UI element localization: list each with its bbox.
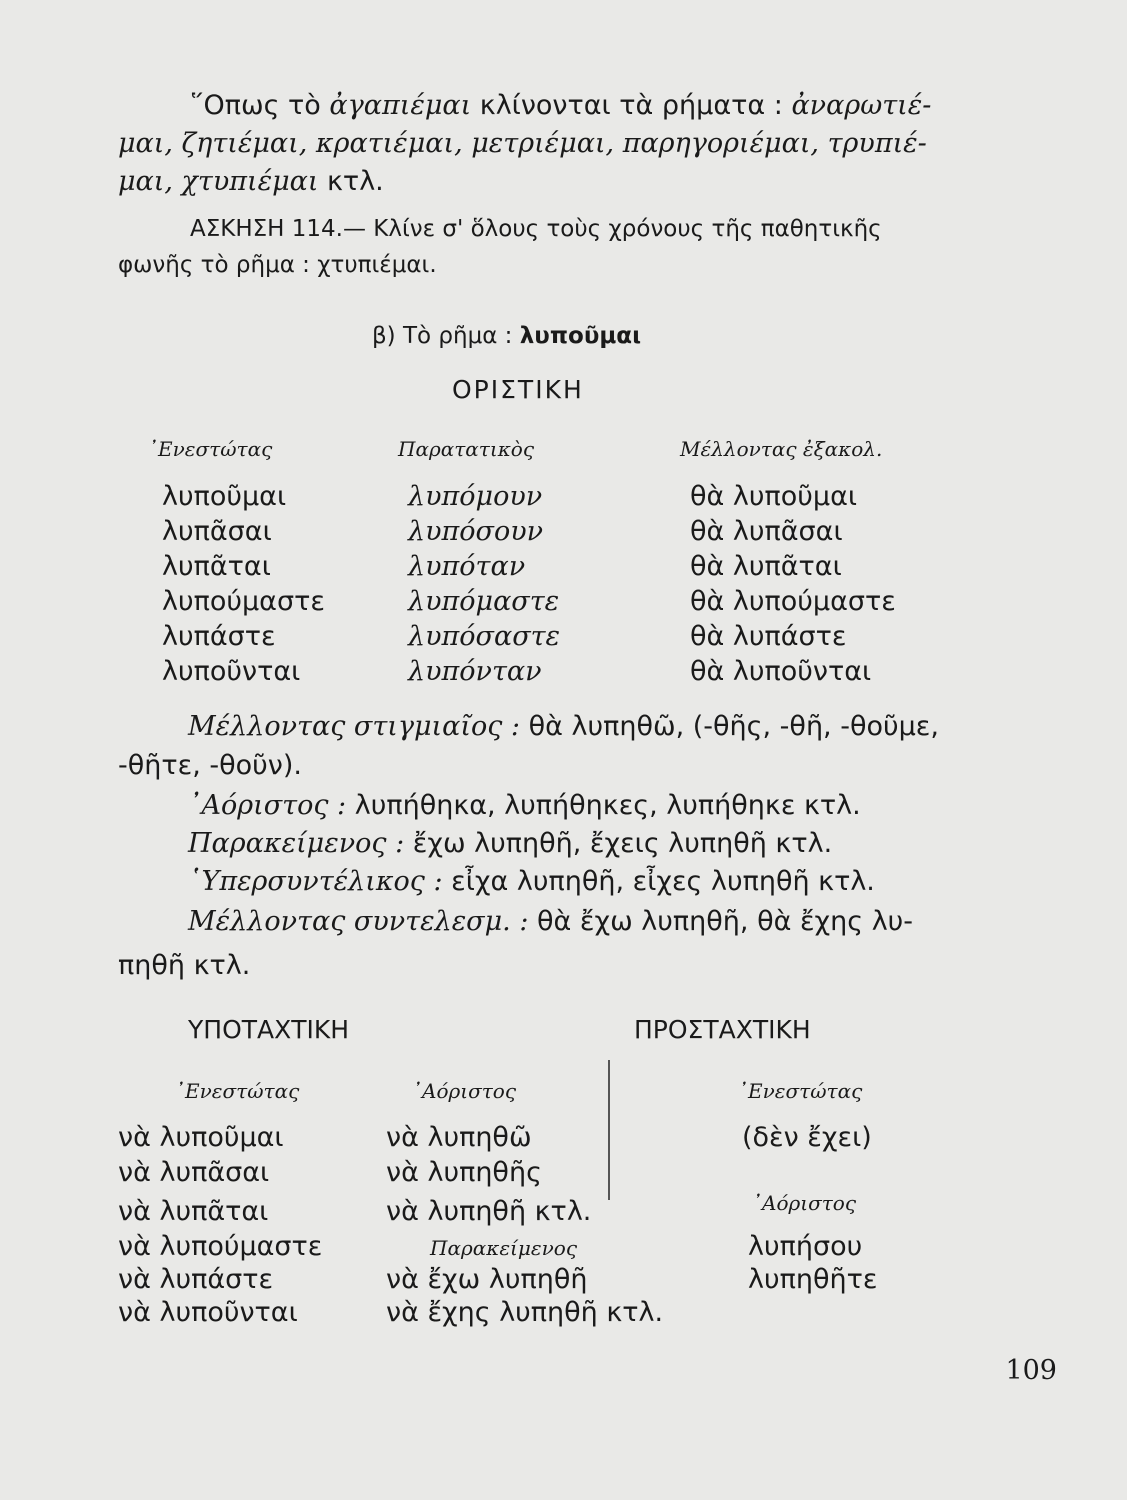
indicative-future-form: θὰ λυπᾶσαι (690, 516, 843, 547)
indicative-imperfect-form: λυπόνταν (408, 656, 542, 687)
imperative-aorist-form: λυπηθῆτε (748, 1264, 878, 1295)
subjunctive-perfect-form: νὰ ἔχω λυπηθῆ (386, 1264, 588, 1295)
subjunctive-header-present: ᾿Ενεστώτας (175, 1079, 300, 1103)
intro-text: κλίνονται τὰ ρήματα : (471, 90, 792, 121)
indicative-header-future: Μέλλοντας ἐξακολ. (680, 437, 883, 461)
imperative-header-aorist: ᾿Αόριστος (752, 1191, 857, 1215)
intro-verb-list: μαι, χτυπιέμαι (118, 166, 319, 197)
exercise-line-2: φωνῆς τὸ ρῆμα : χτυπιέμαι. (118, 252, 437, 278)
indicative-imperfect-form: λυπόσαστε (408, 621, 561, 652)
indicative-imperfect-form: λυπόμουν (408, 481, 543, 512)
aorist-future-line (188, 711, 939, 743)
tense-forms: θὰ λυπηθῶ, (-θῆς, -θῆ, -θοῦμε, (520, 711, 939, 742)
subjunctive-aorist-form: νὰ λυπηθῆς (386, 1157, 542, 1188)
subjunctive-perfect-form: νὰ ἔχης λυπηθῆ κτλ. (386, 1297, 664, 1328)
subjunctive-present-form: νὰ λυπούμαστε (118, 1231, 323, 1262)
indicative-header-present: ᾿Ενεστώτας (148, 437, 273, 461)
intro-line-3 (118, 166, 384, 198)
aorist-future-line-2: -θῆτε, -θοῦν). (118, 750, 302, 781)
indicative-future-form: θὰ λυπούμαστε (690, 586, 896, 617)
tense-forms: ἔχω λυπηθῆ, ἔχεις λυπηθῆ κτλ. (404, 828, 833, 859)
indicative-future-form: θὰ λυπᾶται (690, 551, 842, 582)
intro-verb-list: ἀναρωτιέ- (791, 90, 932, 121)
imperative-header-present: ᾿Ενεστώτας (738, 1079, 863, 1103)
indicative-present-form: λυπάστε (162, 621, 276, 652)
indicative-present-form: λυπᾶσαι (162, 516, 272, 547)
tense-label: Μέλλοντας στιγμιαῖος : (188, 711, 521, 742)
intro-text: κτλ. (318, 166, 384, 197)
section-verb: λυποῦμαι (519, 323, 642, 349)
tense-label: Μέλλοντας συντελεσμ. : (188, 906, 529, 937)
subjunctive-title: ΥΠΟΤΑΧΤΙΚΗ (188, 1015, 350, 1044)
subjunctive-aorist-form: νὰ λυπηθῶ (386, 1122, 532, 1153)
perfect-line (188, 828, 832, 860)
column-divider (608, 1060, 610, 1200)
imperative-title: ΠΡΟΣΤΑΧΤΙΚΗ (634, 1015, 811, 1044)
future-perfect-line-2: πηθῆ κτλ. (118, 950, 251, 981)
indicative-header-imperfect: Παρατατικὸς (398, 437, 535, 461)
indicative-imperfect-form: λυπόσουν (408, 516, 544, 547)
indicative-present-form: λυπούμαστε (162, 586, 325, 617)
subjunctive-aorist-form: νὰ λυπηθῆ κτλ. (386, 1196, 592, 1227)
aorist-line (188, 790, 861, 822)
indicative-present-form: λυποῦνται (162, 656, 301, 687)
page-number: 109 (1005, 1355, 1057, 1386)
indicative-future-form: θὰ λυποῦνται (690, 656, 872, 687)
intro-text: ῞Οπως τὸ (190, 90, 330, 121)
indicative-future-form: θὰ λυπάστε (690, 621, 847, 652)
tense-label: ᾿Αόριστος : (188, 790, 347, 821)
indicative-title: ΟΡΙΣΤΙΚΗ (452, 375, 584, 404)
indicative-imperfect-form: λυπόμαστε (408, 586, 560, 617)
intro-line-1 (190, 90, 931, 122)
section-heading (372, 320, 641, 352)
subjunctive-present-form: νὰ λυποῦνται (118, 1297, 298, 1328)
tense-label: ῾Υπερσυντέλικος : (188, 866, 443, 897)
indicative-present-form: λυποῦμαι (162, 481, 287, 512)
subjunctive-present-form: νὰ λυποῦμαι (118, 1122, 284, 1153)
imperative-present-note: (δὲν ἔχει) (742, 1122, 872, 1153)
intro-example-verb: ἀγαπιέμαι (329, 90, 472, 121)
pluperfect-line (188, 866, 875, 898)
tense-forms: θὰ ἔχω λυπηθῆ, θὰ ἔχης λυ- (528, 906, 914, 937)
indicative-present-form: λυπᾶται (162, 551, 271, 582)
subjunctive-present-form: νὰ λυπάστε (118, 1264, 274, 1295)
subjunctive-present-form: νὰ λυπᾶται (118, 1196, 269, 1227)
subjunctive-header-perfect: Παρακείμενος (430, 1236, 578, 1260)
indicative-imperfect-form: λυπόταν (408, 551, 526, 582)
intro-line-2: μαι, ζητιέμαι, κρατιέμαι, μετριέμαι, παρηγοριέμαι, τρυπιέ- (118, 128, 927, 159)
subjunctive-header-aorist: ᾿Αόριστος (412, 1079, 517, 1103)
tense-label: Παρακείμενος : (188, 828, 405, 859)
tense-forms: λυπήθηκα, λυπήθηκες, λυπήθηκε κτλ. (346, 790, 861, 821)
future-perfect-line (188, 906, 913, 938)
exercise-line-1: ΑΣΚΗΣΗ 114.— Κλίνε σ' ὅλους τοὺς χρόνους τῆς παθητικῆς (190, 216, 882, 242)
tense-forms: εἶχα λυπηθῆ, εἶχες λυπηθῆ κτλ. (442, 866, 875, 897)
indicative-future-form: θὰ λυποῦμαι (690, 481, 858, 512)
section-label: β) Τὸ ρῆμα : (372, 323, 520, 349)
imperative-aorist-form: λυπήσου (748, 1231, 863, 1262)
subjunctive-present-form: νὰ λυπᾶσαι (118, 1157, 270, 1188)
